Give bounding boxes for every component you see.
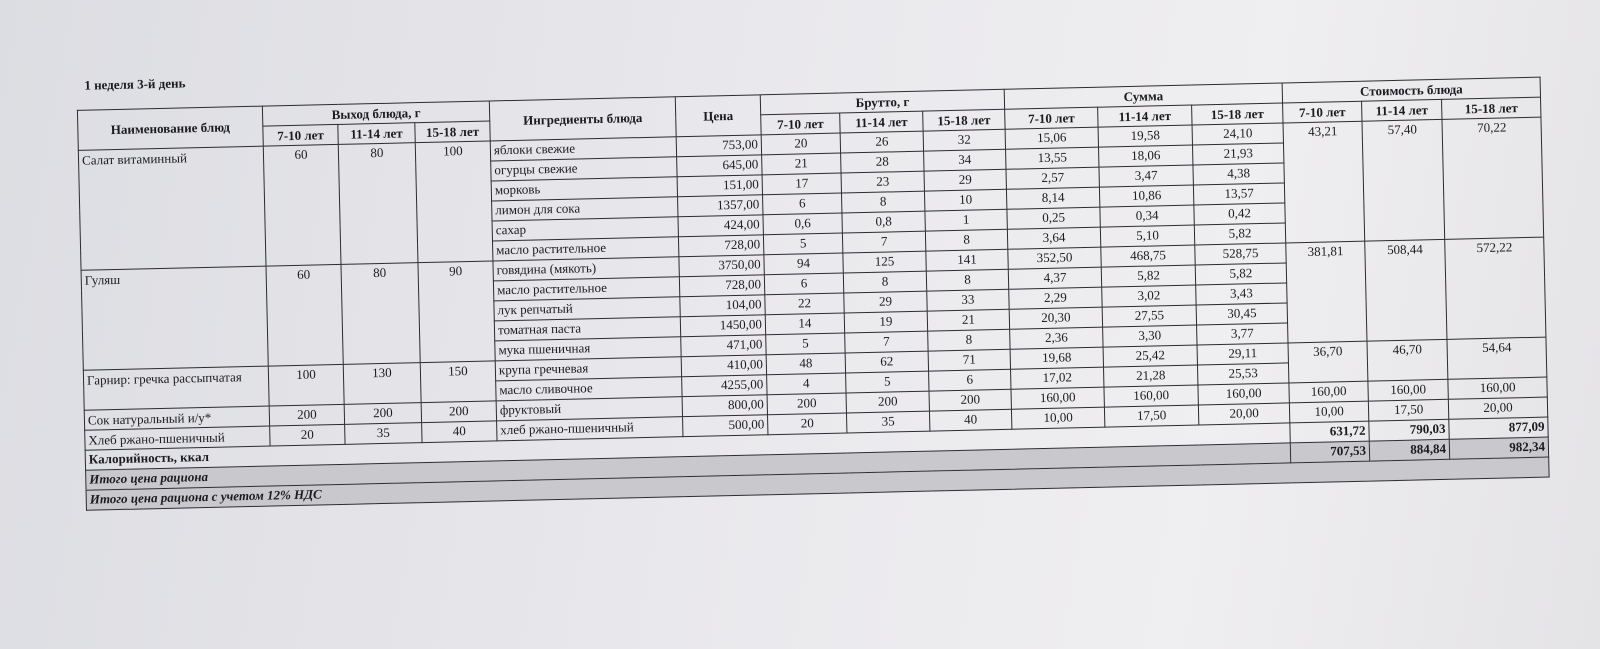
dish-cost: 381,81 [1286, 241, 1367, 343]
dish-output: 35 [345, 423, 422, 445]
dish-cost: 36,70 [1288, 341, 1368, 383]
ingredient-brutto: 5 [846, 371, 929, 393]
dish-cost: 70,22 [1442, 117, 1544, 239]
ingredient-price: 1357,00 [678, 195, 763, 217]
calories-label: Калорийность, ккал [85, 423, 1290, 470]
ingredient-brutto: 6 [929, 369, 1011, 391]
ingredient-sum: 19,68 [1010, 347, 1103, 369]
dish-output: 130 [343, 363, 421, 405]
ingredient-brutto: 62 [845, 351, 928, 373]
dish-output: 90 [418, 261, 495, 363]
ingredient-name: фруктовый [496, 397, 682, 421]
total-7-10: 707,53 [1290, 441, 1369, 463]
ingredient-brutto: 40 [929, 409, 1011, 431]
ingredient-brutto: 8 [925, 229, 1007, 251]
ingredient-name: масло растительное [493, 277, 679, 301]
dish-output: 40 [422, 421, 497, 443]
ingredient-name: морковь [491, 177, 677, 201]
ingredient-brutto: 20 [768, 413, 847, 435]
header-dish-name: Наименование блюд [77, 106, 263, 150]
dish-output: 200 [269, 404, 344, 426]
ingredient-brutto: 94 [764, 253, 843, 275]
ingredient-sum: 2,36 [1010, 327, 1103, 349]
ingredient-brutto: 33 [927, 289, 1009, 311]
dish-cost: 17,50 [1368, 399, 1448, 421]
header-sum: Сумма [1004, 83, 1282, 109]
dish-output: 60 [263, 144, 341, 266]
ingredient-sum: 10,86 [1099, 185, 1193, 207]
ingredient-brutto: 6 [763, 193, 842, 215]
header-sum-age-2: 15-18 лет [1192, 103, 1283, 125]
ingredient-sum: 468,75 [1101, 245, 1195, 267]
ingredient-price: 410,00 [681, 355, 766, 377]
ingredient-sum: 160,00 [1011, 387, 1104, 409]
dish-cost: 54,64 [1447, 337, 1547, 379]
header-ingredients: Ингредиенты блюда [489, 97, 676, 141]
ingredient-brutto: 32 [923, 129, 1005, 151]
ingredient-price: 4255,00 [682, 375, 767, 397]
ingredient-sum: 4,37 [1008, 267, 1101, 289]
ingredient-sum: 160,00 [1104, 385, 1198, 407]
ingredient-sum: 5,82 [1195, 263, 1286, 285]
dish-name: Гуляш [81, 266, 268, 370]
header-cost: Стоимость блюда [1282, 77, 1540, 103]
ingredient-brutto: 1 [925, 209, 1007, 231]
dish-cost: 160,00 [1289, 381, 1368, 403]
ingredient-sum: 10,00 [1011, 407, 1104, 429]
dish-cost: 57,40 [1362, 119, 1445, 241]
header-output: Выход блюда, г [262, 101, 489, 126]
dish-name: Салат витаминный [78, 146, 266, 270]
ingredient-sum: 13,57 [1193, 183, 1284, 205]
ingredient-brutto: 35 [846, 411, 929, 433]
ingredient-price: 3750,00 [679, 255, 764, 277]
ingredient-sum: 17,02 [1011, 367, 1104, 389]
ingredient-brutto: 8 [926, 269, 1008, 291]
ingredient-brutto: 29 [924, 169, 1006, 191]
total-vat-label: Итого цена рациона с учетом 12% НДС [86, 457, 1549, 510]
ingredient-brutto: 28 [841, 151, 924, 173]
ingredient-sum: 3,77 [1197, 323, 1288, 345]
ingredient-name: масло растительное [493, 237, 679, 261]
ingredient-brutto: 21 [762, 153, 841, 175]
ingredient-brutto: 29 [844, 291, 927, 313]
ingredient-sum: 3,30 [1103, 325, 1197, 347]
ingredient-brutto: 8 [928, 329, 1010, 351]
ingredient-brutto: 21 [927, 309, 1009, 331]
ingredient-name: хлеб ржано-пшеничный [497, 417, 683, 441]
ingredient-brutto: 7 [842, 231, 925, 253]
ingredient-sum: 5,82 [1194, 223, 1285, 245]
ingredient-price: 424,00 [678, 215, 763, 237]
dish-output: 200 [344, 403, 421, 425]
ingredient-sum: 0,34 [1100, 205, 1194, 227]
ingredient-brutto: 20 [761, 133, 840, 155]
header-output-age-1: 11-14 лет [338, 123, 415, 145]
header-brutto-age-0: 7-10 лет [761, 113, 840, 135]
dish-output: 200 [421, 401, 496, 423]
dish-name: Хлеб ржано-пшеничный [85, 426, 270, 450]
header-brutto-age-2: 15-18 лет [923, 109, 1005, 131]
total-15-18: 982,34 [1449, 437, 1548, 459]
header-sum-age-1: 11-14 лет [1098, 105, 1192, 127]
menu-table [77, 77, 1550, 511]
dish-cost: 46,70 [1367, 339, 1448, 381]
calories-11-14: 790,03 [1369, 419, 1449, 441]
ingredient-price: 104,00 [680, 295, 765, 317]
header-cost-age-1: 11-14 лет [1362, 99, 1442, 121]
ingredient-sum: 528,75 [1195, 243, 1286, 265]
ingredient-price: 800,00 [682, 395, 767, 417]
dish-name: Сок натуральный и/у* [84, 406, 269, 430]
ingredient-brutto: 7 [845, 331, 928, 353]
header-brutto-age-1: 11-14 лет [840, 111, 923, 133]
ingredient-name: мука пшеничная [495, 337, 681, 361]
ingredient-brutto: 48 [766, 353, 845, 375]
header-cost-age-0: 7-10 лет [1283, 101, 1362, 123]
ingredient-brutto: 23 [841, 171, 924, 193]
ingredient-name: лук репчатый [494, 297, 680, 321]
ingredient-name: яблоки свежие [490, 137, 676, 161]
ingredient-sum: 25,42 [1103, 345, 1197, 367]
dish-output: 100 [268, 364, 344, 406]
ingredient-sum: 3,43 [1196, 283, 1287, 305]
ingredient-brutto: 4 [767, 373, 846, 395]
document-sheet [70, 36, 1561, 579]
ingredient-sum: 27,55 [1102, 305, 1196, 327]
ingredient-sum: 21,93 [1193, 143, 1284, 165]
ingredient-sum: 2,57 [1006, 167, 1099, 189]
ingredient-brutto: 14 [765, 313, 844, 335]
ingredient-sum: 5,82 [1101, 265, 1195, 287]
ingredient-sum: 13,55 [1006, 147, 1099, 169]
dish-output: 80 [338, 143, 418, 265]
header-output-age-2: 15-18 лет [415, 121, 490, 143]
ingredient-sum: 24,10 [1192, 123, 1283, 145]
ingredient-price: 728,00 [679, 275, 764, 297]
ingredient-brutto: 17 [762, 173, 841, 195]
ingredient-sum: 20,00 [1198, 403, 1289, 425]
ingredient-sum: 0,25 [1007, 207, 1100, 229]
dish-name: Гарнир: гречка рассыпчатая [83, 366, 269, 410]
ingredient-sum: 20,30 [1009, 307, 1102, 329]
ingredient-name: сахар [492, 217, 678, 241]
ingredient-sum: 352,50 [1008, 247, 1101, 269]
dish-cost: 10,00 [1289, 401, 1368, 423]
dish-output: 150 [420, 361, 496, 403]
ingredient-name: говядина (мякоть) [493, 257, 679, 281]
ingredient-brutto: 71 [928, 349, 1010, 371]
header-cost-age-2: 15-18 лет [1442, 97, 1541, 119]
ingredient-sum: 19,58 [1098, 125, 1192, 147]
header-sum-age-0: 7-10 лет [1005, 107, 1098, 129]
page-title: 1 неделя 3-й день [84, 75, 186, 93]
ingredient-sum: 17,50 [1104, 405, 1198, 427]
ingredient-sum: 160,00 [1198, 383, 1289, 405]
dish-cost: 43,21 [1283, 121, 1365, 243]
header-brutto: Брутто, г [760, 89, 1004, 115]
ingredient-sum: 4,38 [1193, 163, 1284, 185]
ingredient-name: крупа гречневая [495, 357, 681, 381]
ingredient-brutto: 8 [842, 191, 925, 213]
calories-15-18: 877,09 [1449, 417, 1548, 439]
ingredient-sum: 29,11 [1197, 343, 1288, 365]
ingredient-name: лимон для сока [492, 197, 678, 221]
total-label: Итого цена рациона [86, 443, 1291, 490]
ingredient-sum: 0,42 [1194, 203, 1285, 225]
ingredient-brutto: 5 [763, 233, 842, 255]
ingredient-sum: 25,53 [1198, 363, 1289, 385]
ingredient-sum: 8,14 [1006, 187, 1099, 209]
ingredient-brutto: 26 [840, 131, 923, 153]
dish-cost: 508,44 [1365, 239, 1447, 341]
ingredient-sum: 3,47 [1099, 165, 1193, 187]
header-price: Цена [675, 95, 761, 137]
ingredient-price: 1450,00 [680, 315, 765, 337]
ingredient-sum: 30,45 [1196, 303, 1287, 325]
ingredient-brutto: 0,8 [842, 211, 925, 233]
ingredient-sum: 15,06 [1005, 127, 1098, 149]
ingredient-price: 645,00 [677, 155, 762, 177]
ingredient-brutto: 5 [766, 333, 845, 355]
ingredient-price: 151,00 [677, 175, 762, 197]
ingredient-brutto: 200 [929, 389, 1011, 411]
dish-cost: 572,22 [1445, 237, 1546, 339]
ingredient-sum: 21,28 [1104, 365, 1198, 387]
ingredient-sum: 18,06 [1099, 145, 1193, 167]
header-output-age-0: 7-10 лет [263, 124, 338, 146]
ingredient-name: огурцы свежие [491, 157, 677, 181]
dish-output: 60 [266, 264, 343, 366]
dish-output: 80 [341, 263, 420, 365]
dish-cost: 160,00 [1368, 379, 1448, 401]
ingredient-price: 753,00 [676, 135, 761, 157]
ingredient-brutto: 34 [924, 149, 1006, 171]
ingredient-brutto: 22 [765, 293, 844, 315]
ingredient-brutto: 6 [764, 273, 843, 295]
ingredient-price: 471,00 [681, 335, 766, 357]
calories-7-10: 631,72 [1290, 421, 1369, 443]
ingredient-sum: 5,10 [1100, 225, 1194, 247]
dish-output: 20 [270, 424, 345, 446]
ingredient-brutto: 10 [924, 189, 1006, 211]
ingredient-name: томатная паста [494, 317, 680, 341]
ingredient-price: 500,00 [683, 415, 768, 437]
ingredient-brutto: 0,6 [763, 213, 842, 235]
ingredient-brutto: 125 [843, 251, 926, 273]
ingredient-brutto: 19 [844, 311, 927, 333]
ingredient-name: масло сливочное [496, 377, 682, 401]
total-11-14: 884,84 [1369, 439, 1449, 461]
ingredient-sum: 3,02 [1102, 285, 1196, 307]
ingredient-brutto: 200 [846, 391, 929, 413]
ingredient-sum: 2,29 [1009, 287, 1102, 309]
dish-cost: 20,00 [1448, 397, 1547, 419]
ingredient-brutto: 200 [767, 393, 846, 415]
dish-cost: 160,00 [1448, 377, 1547, 399]
dish-output: 100 [415, 141, 493, 263]
ingredient-brutto: 141 [926, 249, 1008, 271]
ingredient-brutto: 8 [843, 271, 926, 293]
ingredient-price: 728,00 [678, 235, 763, 257]
ingredient-sum: 3,64 [1007, 227, 1100, 249]
